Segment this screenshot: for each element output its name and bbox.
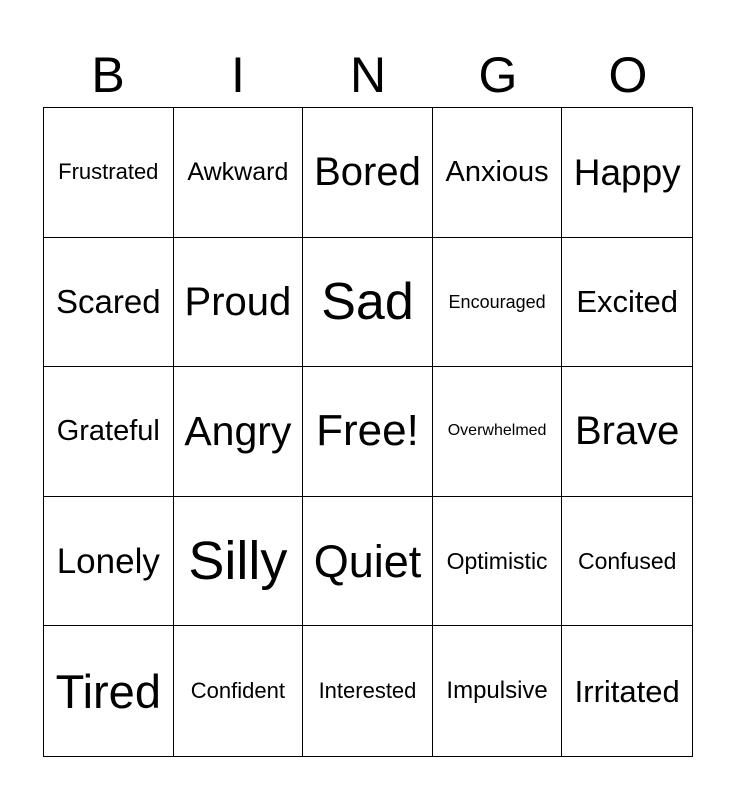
bingo-cell[interactable]: Happy (562, 108, 692, 238)
bingo-cell[interactable]: Quiet (303, 497, 433, 627)
header-letter-i: I (231, 47, 245, 103)
bingo-cell[interactable]: Irritated (574, 673, 680, 709)
header-letter-o: O (608, 47, 648, 103)
bingo-cell[interactable]: Awkward (174, 108, 304, 238)
bingo-cell[interactable]: Lonely (44, 497, 174, 627)
bingo-cell[interactable]: Excited (562, 238, 692, 368)
bingo-cell[interactable]: Confident (174, 626, 304, 756)
bingo-cell[interactable]: Optimistic (433, 497, 563, 627)
bingo-cell[interactable]: Grateful (44, 367, 174, 497)
bingo-cell[interactable]: Brave (562, 367, 692, 497)
bingo-cell[interactable]: Bored (303, 108, 433, 238)
bingo-cell[interactable]: Confused (562, 497, 692, 627)
bingo-cell[interactable]: Interested (303, 626, 433, 756)
bingo-cell[interactable]: Sad (303, 238, 433, 368)
bingo-cell[interactable]: Frustrated (44, 108, 174, 238)
free-space-cell[interactable]: Free! (303, 367, 433, 497)
bingo-cell[interactable]: Encouraged (433, 238, 563, 368)
bingo-cell[interactable]: Anxious (433, 108, 563, 238)
bingo-cell[interactable]: Overwhelmed (433, 367, 563, 497)
header-letter-g: G (478, 47, 518, 103)
bingo-cell[interactable]: Silly (174, 497, 304, 627)
bingo-cell[interactable]: Tired (44, 626, 174, 756)
bingo-board (43, 107, 693, 757)
header-letter-n: N (349, 47, 387, 103)
bingo-cell[interactable]: Proud (174, 238, 304, 368)
bingo-cell[interactable]: Angry (174, 367, 304, 497)
bingo-header (43, 44, 693, 106)
header-letter-b: B (91, 47, 125, 103)
bingo-cell[interactable]: Scared (44, 238, 174, 368)
bingo-cell[interactable]: Impulsive (433, 626, 563, 756)
